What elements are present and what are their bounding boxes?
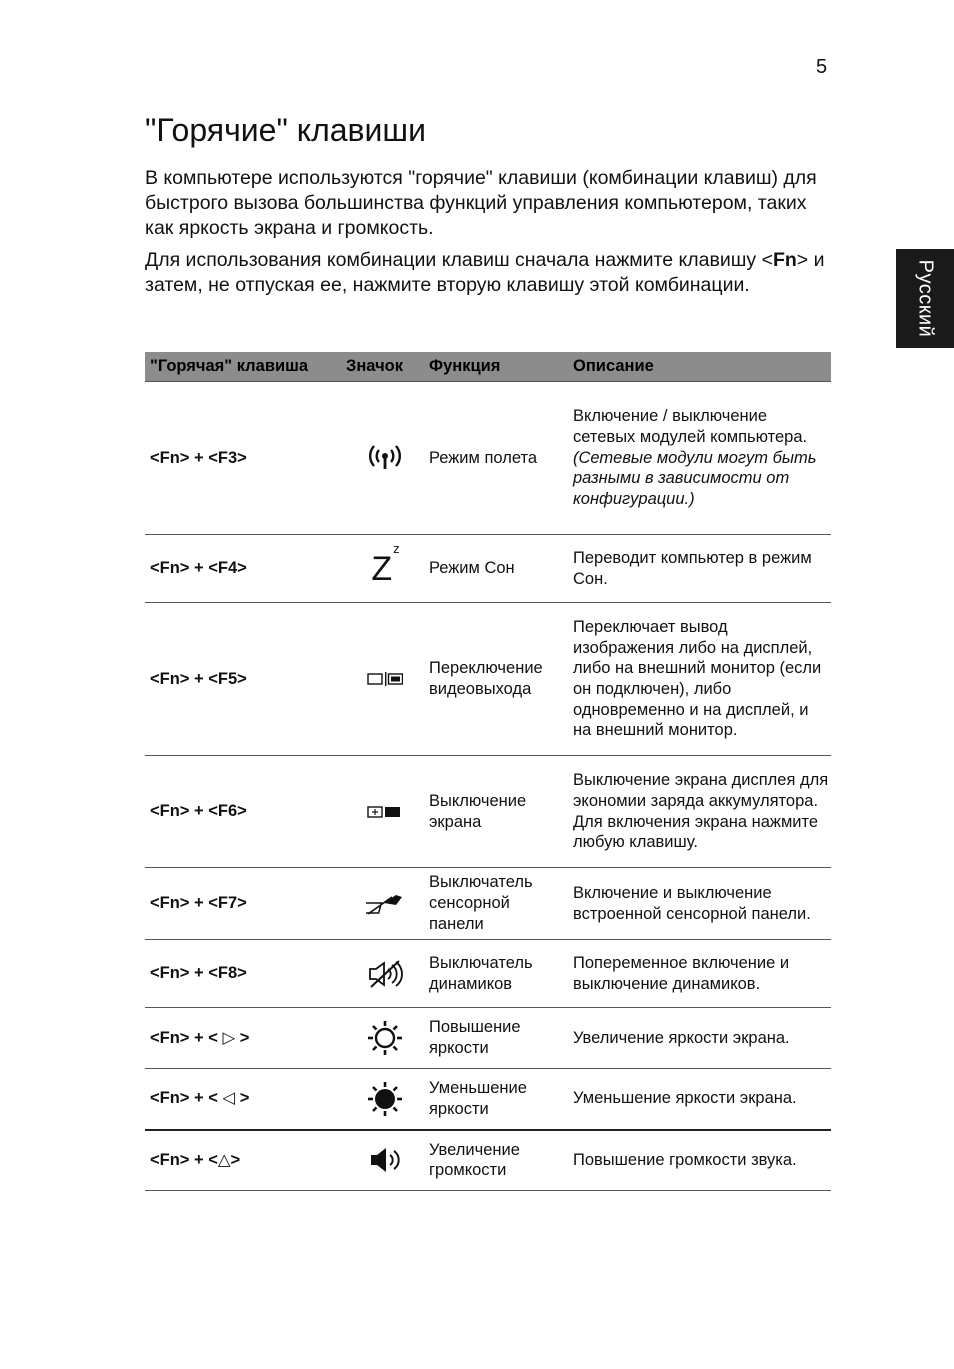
instruction-before: Для использования комбинации клавиш сначала нажмите клавишу <: [145, 249, 773, 271]
speaker-mute-icon: [367, 959, 403, 989]
table-row: [145, 603, 831, 756]
volume-up-icon: [368, 1145, 402, 1175]
function-cell: Выключатель динамиков: [424, 940, 567, 1008]
table-row: [145, 382, 831, 535]
description-cell: Увеличение яркости экрана.: [567, 1008, 831, 1069]
hotkey-cell: <Fn> + <F6>: [145, 756, 346, 868]
description-cell: Уменьшение яркости экрана.: [567, 1069, 831, 1130]
function-cell: Увеличение громкости: [424, 1130, 567, 1191]
hotkey-table: [145, 352, 831, 1191]
function-cell: Выключатель сенсорной панели: [424, 868, 567, 940]
description-cell: [567, 382, 831, 535]
wireless-antenna-icon: [366, 444, 404, 472]
header-description: Описание: [567, 352, 831, 382]
instruction-after: > и затем, не отпуская ее, нажмите вторую клавишу этой комбинации.: [145, 249, 825, 296]
display-off-icon: [367, 805, 403, 819]
table-row: [145, 756, 831, 868]
sleep-zz-icon: [371, 541, 400, 588]
description-cell: Повышение громкости звука.: [567, 1130, 831, 1191]
description-text: Включение / выключение сетевых модулей компьютера.: [573, 407, 808, 446]
header-function: Функция: [424, 352, 567, 382]
display-toggle-icon: [367, 672, 403, 686]
header-hotkey: "Горячая" клавиша: [145, 352, 346, 382]
fn-key-label: Fn: [772, 249, 797, 271]
function-cell: Повышение яркости: [424, 1008, 567, 1069]
brightness-up-icon: [367, 1020, 403, 1056]
language-tab: [896, 249, 954, 348]
sleep-icon-sup: z: [393, 541, 400, 557]
function-cell: Режим полета: [424, 382, 567, 535]
function-cell: Выключение экрана: [424, 756, 567, 868]
table-row: [145, 1130, 831, 1191]
hotkey-cell: <Fn> + <F5>: [145, 603, 346, 756]
table-header-row: [145, 352, 831, 382]
hotkey-cell: <Fn> + < ◁ >: [145, 1069, 346, 1130]
page-number: 5: [816, 56, 828, 78]
description-cell: Выключение экрана дисплея для экономии заряда аккумулятора. Для включения экрана нажмите любую клавишу.: [567, 756, 831, 868]
sleep-icon-letter: Z: [371, 549, 393, 588]
hotkey-cell: <Fn> + < ▷ >: [145, 1008, 346, 1069]
instruction-paragraph: [145, 248, 835, 298]
description-note: (Сетевые модули могут быть разными в зависимости от конфигурации.): [573, 448, 817, 509]
hotkey-cell: <Fn> + <F4>: [145, 535, 346, 603]
description-cell: Включение и выключение встроенной сенсорной панели.: [567, 868, 831, 940]
intro-paragraph: В компьютере используются "горячие" клавиши (комбинации клавиш) для быстрого вызова большинства функций управления компьютером, таких как яркость экрана и громкость.: [145, 167, 817, 239]
description-cell: Переключает вывод изображения либо на дисплей, либо на внешний монитор (если он подключен), либо одновременно и на дисплей, и на внешний монитор.: [567, 603, 831, 756]
description-cell: Переводит компьютер в режим Сон.: [567, 535, 831, 603]
language-tab-label: Русский: [914, 259, 937, 338]
table-row: [145, 1008, 831, 1069]
table-row: [145, 940, 831, 1008]
table-row: [145, 1069, 831, 1130]
brightness-down-icon: [367, 1081, 403, 1117]
table-row: [145, 535, 831, 603]
hotkey-cell: <Fn> + <△>: [145, 1130, 346, 1191]
header-icon: Значок: [346, 352, 424, 382]
table-row: [145, 868, 831, 940]
function-cell: Уменьшение яркости: [424, 1069, 567, 1130]
function-cell: Переключение видеовыхода: [424, 603, 567, 756]
page-title: "Горячие" клавиши: [145, 112, 426, 148]
touchpad-toggle-icon: [366, 893, 404, 915]
description-cell: Попеременное включение и выключение динамиков.: [567, 940, 831, 1008]
hotkey-cell: <Fn> + <F3>: [145, 382, 346, 535]
hotkey-cell: <Fn> + <F8>: [145, 940, 346, 1008]
hotkey-cell: <Fn> + <F7>: [145, 868, 346, 940]
function-cell: Режим Сон: [424, 535, 567, 603]
